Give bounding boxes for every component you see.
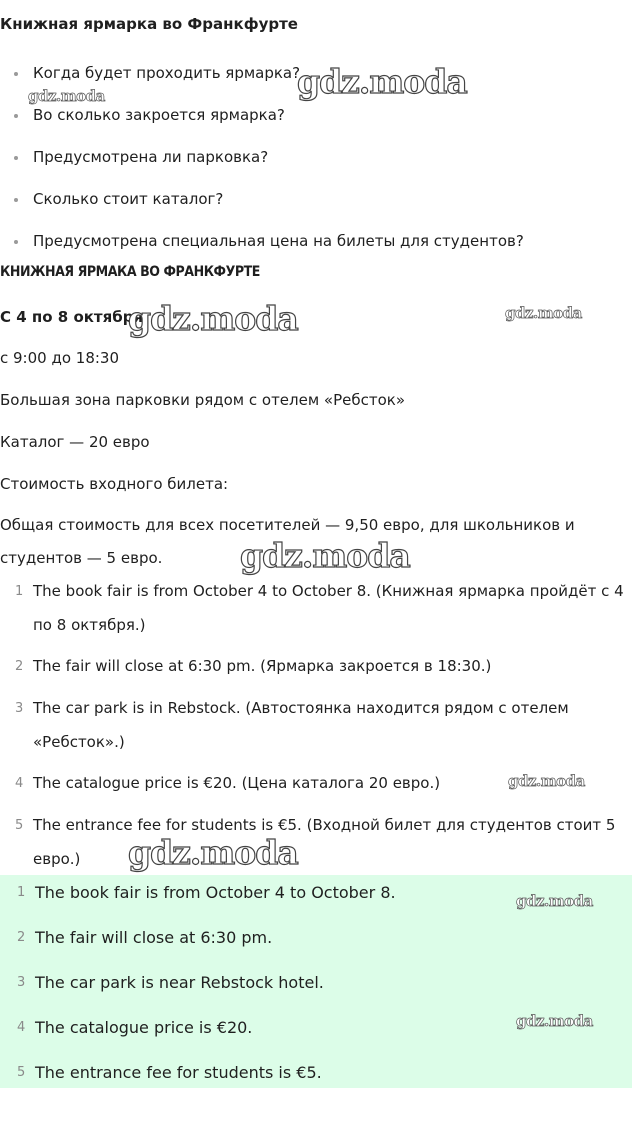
list-item: The book fair is from October 4 to October 8. (Книжная ярмарка пройдёт с 4	[33, 582, 624, 600]
watermark-logo: gdz.moda	[505, 304, 582, 322]
watermark-logo: gdz.moda	[240, 536, 410, 575]
answer-item: The fair will close at 6:30 pm.	[35, 928, 273, 947]
ad-heading: КНИЖНАЯ ЯРМАКА ВО ФРАНКФУРТЕ	[0, 264, 260, 280]
watermark-logo: gdz.moda	[128, 833, 298, 872]
item-number: 2	[17, 930, 26, 945]
item-number: 1	[17, 885, 26, 900]
list-item: The entrance fee for students is €5. (Входной билет для студентов стоит 5	[33, 816, 616, 834]
list-item-continuation: «Ребсток».)	[33, 733, 125, 751]
watermark-logo: gdz.moda	[516, 1012, 593, 1030]
ad-catalogue: Каталог — 20 евро	[0, 433, 150, 451]
bullet-icon	[14, 156, 18, 160]
list-item-continuation: по 8 октября.)	[33, 616, 146, 634]
watermark-logo: gdz.moda	[297, 62, 467, 101]
list-item: The catalogue price is €20. (Цена каталога 20 евро.)	[33, 774, 441, 792]
answer-item: The entrance fee for students is €5.	[35, 1063, 322, 1082]
ad-ticket-line: Общая стоимость для всех посетителей — 9,50 евро, для школьников и	[0, 516, 575, 534]
watermark-logo: gdz.moda	[28, 87, 105, 105]
watermark-logo: gdz.moda	[128, 299, 298, 338]
list-item: The fair will close at 6:30 pm. (Ярмарка закроется в 18:30.)	[33, 657, 492, 675]
answer-item: The car park is near Rebstock hotel.	[35, 973, 324, 992]
bullet-icon	[14, 198, 18, 202]
item-number: 1	[15, 584, 24, 599]
list-item-continuation: евро.)	[33, 850, 81, 868]
item-number: 4	[17, 1020, 26, 1035]
item-number: 5	[15, 818, 24, 833]
item-number: 5	[17, 1065, 26, 1080]
answer-item: The catalogue price is €20.	[35, 1018, 253, 1037]
answer-item: The book fair is from October 4 to October 8.	[35, 883, 396, 902]
ad-ticket-label: Стоимость входного билета:	[0, 475, 229, 493]
item-number: 3	[17, 975, 26, 990]
item-number: 3	[15, 701, 24, 716]
ad-dates: С 4 по 8 октября	[0, 308, 144, 326]
bullet-icon	[14, 72, 18, 76]
ad-ticket-line: студентов — 5 евро.	[0, 549, 163, 567]
watermark-logo: gdz.moda	[508, 772, 585, 790]
page-title: Книжная ярмарка во Франкфурте	[0, 15, 298, 33]
bullet-icon	[14, 114, 18, 118]
watermark-logo: gdz.moda	[516, 892, 593, 910]
ad-hours: с 9:00 до 18:30	[0, 349, 120, 367]
ad-parking: Большая зона парковки рядом с отелем «Ребсток»	[0, 391, 406, 409]
list-item: The car park is in Rebstock. (Автостоянка находится рядом с отелем	[33, 699, 569, 717]
item-number: 4	[15, 776, 24, 791]
item-number: 2	[15, 659, 24, 674]
bullet-icon	[14, 240, 18, 244]
